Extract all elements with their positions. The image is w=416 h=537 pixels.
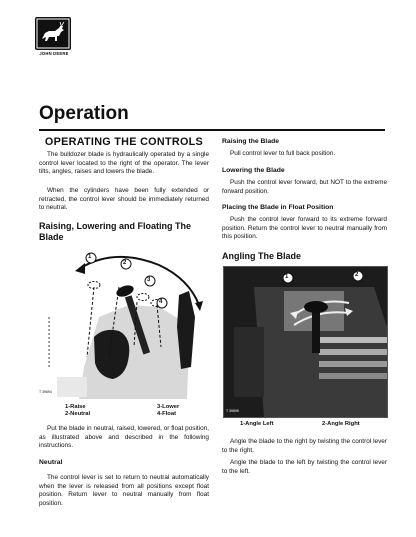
lowering-text: Push the control lever forward, but NOT to the extreme forward position. <box>222 179 387 195</box>
neutral-paragraph: The control lever is set to return to neutral automatically when the lever is released from all positions except float position. Return lever to neutral manually from float position. <box>39 474 209 507</box>
legend-float: 4-Float <box>157 411 177 417</box>
float-text: Push the control lever forward to its extreme forward position. Return the control lever to neutral manually from this position. <box>222 216 387 241</box>
john-deere-logo <box>35 17 71 50</box>
callout-label-4: 4 <box>159 299 163 305</box>
figure-number: T 39695 <box>226 409 239 413</box>
legend-angle-right: 2-Angle Right <box>322 421 360 427</box>
raising-heading: Raising the Blade <box>222 138 280 145</box>
angling-heading: Angling The Blade <box>222 251 302 261</box>
raising-lowering-heading: Raising, Lowering and Floating The Blade <box>39 221 192 242</box>
cylinders-paragraph: When the cylinders have been fully extended or retracted, the control lever should be immediately returned to neutral. <box>39 187 209 212</box>
angle-left-paragraph: Angle the blade to the left by twisting the control lever to the left. <box>222 459 387 475</box>
float-heading: Placing the Blade in Float Position <box>222 204 334 211</box>
control-lever-figure <box>39 247 207 399</box>
legend-neutral: 2-Neutral <box>65 411 91 417</box>
callout-label-2: 2 <box>355 272 359 278</box>
logo-wordmark: JOHN DEERE <box>39 51 69 56</box>
callout-label-1: 1 <box>285 274 289 280</box>
callout-label-3: 3 <box>147 277 151 283</box>
deer-icon <box>35 17 71 50</box>
neutral-heading: Neutral <box>39 459 63 466</box>
raising-text: Pull control lever to full back position. <box>230 150 336 157</box>
title-rule <box>39 129 385 131</box>
section-heading <box>39 136 209 149</box>
legend-raise: 1-Raise <box>65 404 86 410</box>
callout-label-1: 1 <box>88 254 92 260</box>
page-title: Operation <box>39 103 129 124</box>
positions-paragraph: Put the blade in neutral, raised, lowered, or float position, as illustrated above and described in the following instructions. <box>39 425 209 450</box>
callout-label-2: 2 <box>123 260 127 266</box>
legend-lower: 3-Lower <box>157 404 180 410</box>
lowering-heading: Lowering the Blade <box>222 167 285 174</box>
angle-right-paragraph: Angle the blade to the right by twisting the control lever to the right. <box>222 438 387 454</box>
angling-photo <box>223 266 388 418</box>
figure-number: T 39694 <box>39 390 52 394</box>
operating-controls-heading: OPERATING THE CONTROLS <box>44 136 204 148</box>
legend-angle-left: 1-Angle Left <box>240 421 274 427</box>
intro-paragraph: The bulldozer blade is hydraulically operated by a single control lever located to the right of the operator. The lever tilts, angles, raises and lowers the blade. <box>39 151 209 176</box>
